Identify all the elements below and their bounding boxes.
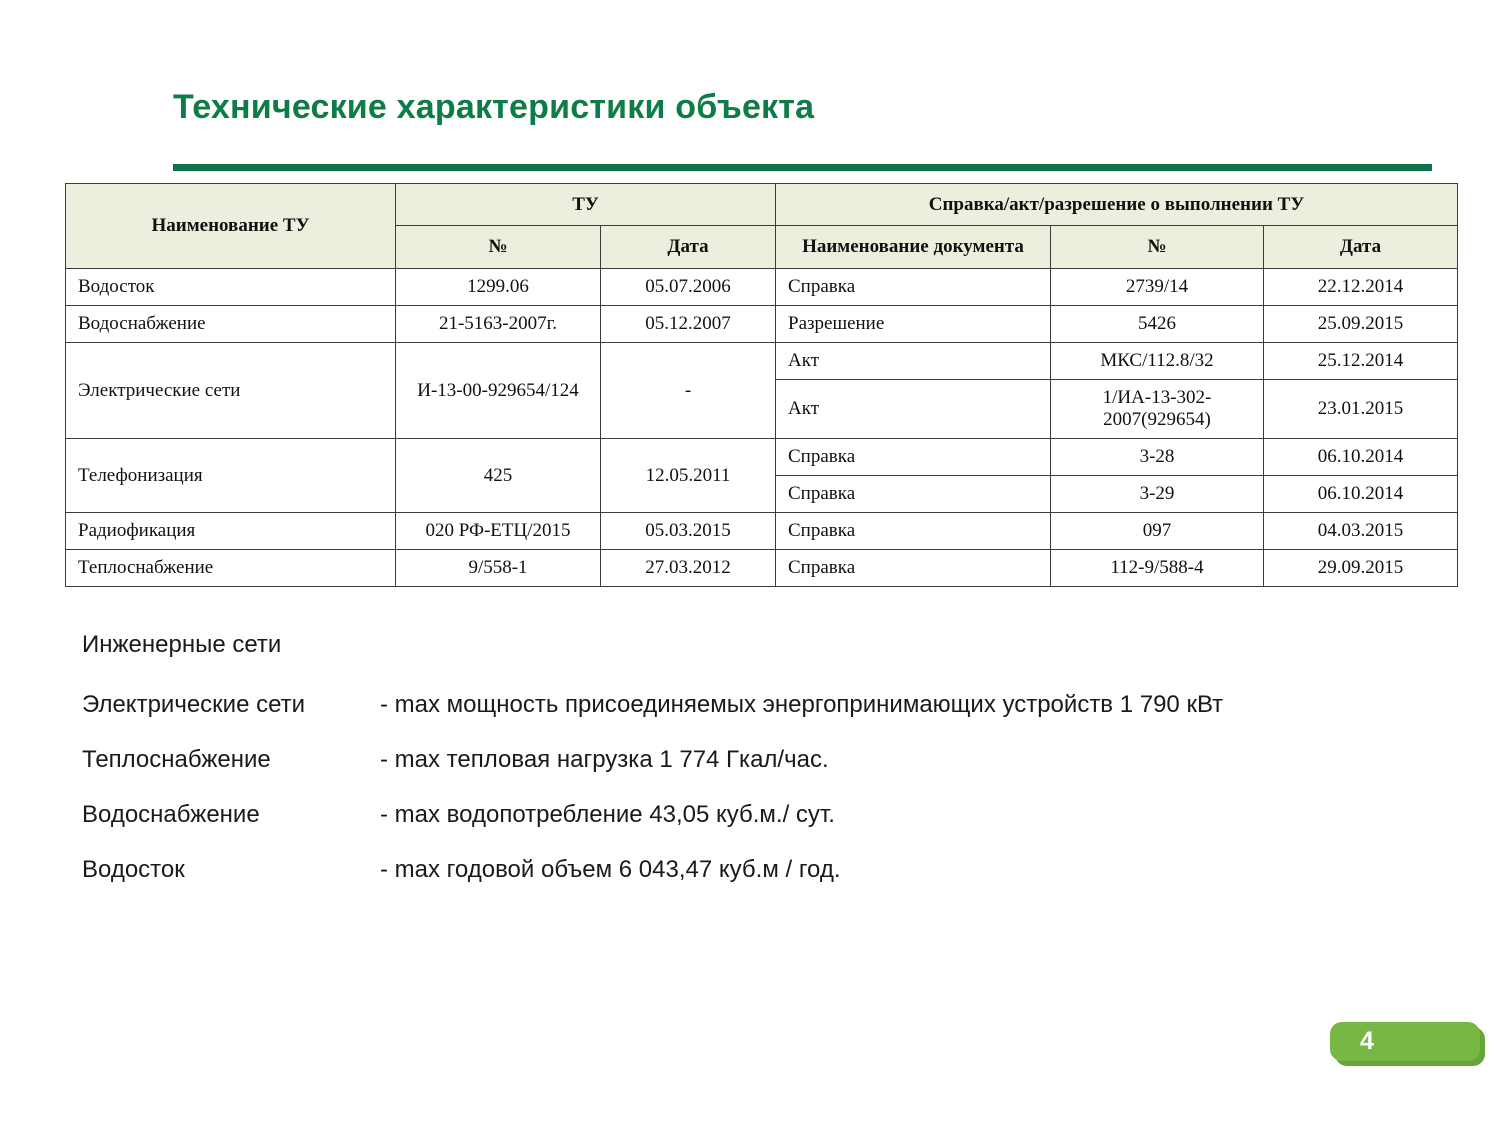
cell-tu-num: 21-5163-2007г. <box>396 306 601 343</box>
note-label: Водоснабжение <box>82 801 260 828</box>
cell-doc-num: 112-9/588-4 <box>1051 550 1264 587</box>
header-name-tu: Наименование ТУ <box>66 184 396 269</box>
cell-doc: Справка <box>776 439 1051 476</box>
table-row <box>66 306 1458 343</box>
header-group-doc: Справка/акт/разрешение о выполнении ТУ <box>776 184 1458 226</box>
cell-doc: Справка <box>776 269 1051 306</box>
engineering-networks-notes <box>82 630 1402 885</box>
cell-doc-date: 23.01.2015 <box>1264 380 1458 439</box>
technical-conditions-table <box>65 183 1458 587</box>
note-item <box>82 800 1402 830</box>
table-row <box>66 343 1458 380</box>
cell-name: Теплоснабжение <box>66 550 396 587</box>
cell-name: Водоснабжение <box>66 306 396 343</box>
note-value: - max тепловая нагрузка 1 774 Гкал/час. <box>380 746 829 773</box>
header-tu-num: № <box>396 226 601 269</box>
cell-doc-num: 2739/14 <box>1051 269 1264 306</box>
cell-tu-date: 05.07.2006 <box>601 269 776 306</box>
cell-doc-num: 3-29 <box>1051 476 1264 513</box>
cell-tu-num: И-13-00-929654/124 <box>396 343 601 439</box>
note-label: Электрические сети <box>82 691 306 718</box>
cell-doc-date: 22.12.2014 <box>1264 269 1458 306</box>
note-label: Водосток <box>82 856 185 883</box>
note-item <box>82 690 1402 720</box>
cell-tu-date: 05.12.2007 <box>601 306 776 343</box>
cell-doc-num: МКС/112.8/32 <box>1051 343 1264 380</box>
cell-doc-date: 06.10.2014 <box>1264 476 1458 513</box>
cell-tu-date: 27.03.2012 <box>601 550 776 587</box>
note-label: Теплоснабжение <box>82 746 271 773</box>
header-doc-name: Наименование документа <box>776 226 1051 269</box>
cell-doc: Справка <box>776 476 1051 513</box>
header-tu-date: Дата <box>601 226 776 269</box>
cell-doc-date: 29.09.2015 <box>1264 550 1458 587</box>
cell-doc: Акт <box>776 343 1051 380</box>
page-number-badge: 4 <box>1330 1022 1480 1061</box>
cell-doc-date: 25.12.2014 <box>1264 343 1458 380</box>
cell-doc: Справка <box>776 513 1051 550</box>
title-underline-rule <box>173 164 1432 171</box>
cell-doc-num: 3-28 <box>1051 439 1264 476</box>
cell-name: Электрические сети <box>66 343 396 439</box>
note-value: - max годовой объем 6 043,47 куб.м / год. <box>380 856 841 883</box>
table-row <box>66 269 1458 306</box>
notes-heading: Инженерные сети <box>82 631 282 658</box>
note-item <box>82 855 1402 885</box>
cell-doc: Акт <box>776 380 1051 439</box>
cell-tu-date: 12.05.2011 <box>601 439 776 513</box>
cell-tu-num: 1299.06 <box>396 269 601 306</box>
cell-name: Водосток <box>66 269 396 306</box>
cell-tu-num: 425 <box>396 439 601 513</box>
cell-tu-date: 05.03.2015 <box>601 513 776 550</box>
table-row <box>66 513 1458 550</box>
cell-doc-num: 097 <box>1051 513 1264 550</box>
cell-tu-date: - <box>601 343 776 439</box>
cell-doc-num: 1/ИА-13-302-2007(929654) <box>1051 380 1264 439</box>
header-doc-num: № <box>1051 226 1264 269</box>
header-group-tu: ТУ <box>396 184 776 226</box>
cell-doc: Разрешение <box>776 306 1051 343</box>
table-header-row-groups <box>66 184 1458 226</box>
note-value: - max водопотребление 43,05 куб.м./ сут. <box>380 801 835 828</box>
cell-name: Телефонизация <box>66 439 396 513</box>
cell-doc-date: 04.03.2015 <box>1264 513 1458 550</box>
note-value: - max мощность присоединяемых энергопринимающих устройств 1 790 кВт <box>380 691 1224 718</box>
page-title: Технические характеристики объекта <box>173 88 815 126</box>
cell-name: Радиофикация <box>66 513 396 550</box>
cell-tu-num: 9/558-1 <box>396 550 601 587</box>
cell-doc-num: 5426 <box>1051 306 1264 343</box>
cell-doc: Справка <box>776 550 1051 587</box>
cell-doc-date: 25.09.2015 <box>1264 306 1458 343</box>
table-row <box>66 550 1458 587</box>
cell-doc-date: 06.10.2014 <box>1264 439 1458 476</box>
header-doc-date: Дата <box>1264 226 1458 269</box>
cell-tu-num: 020 РФ-ЕТЦ/2015 <box>396 513 601 550</box>
table-row <box>66 439 1458 476</box>
note-item <box>82 745 1402 775</box>
